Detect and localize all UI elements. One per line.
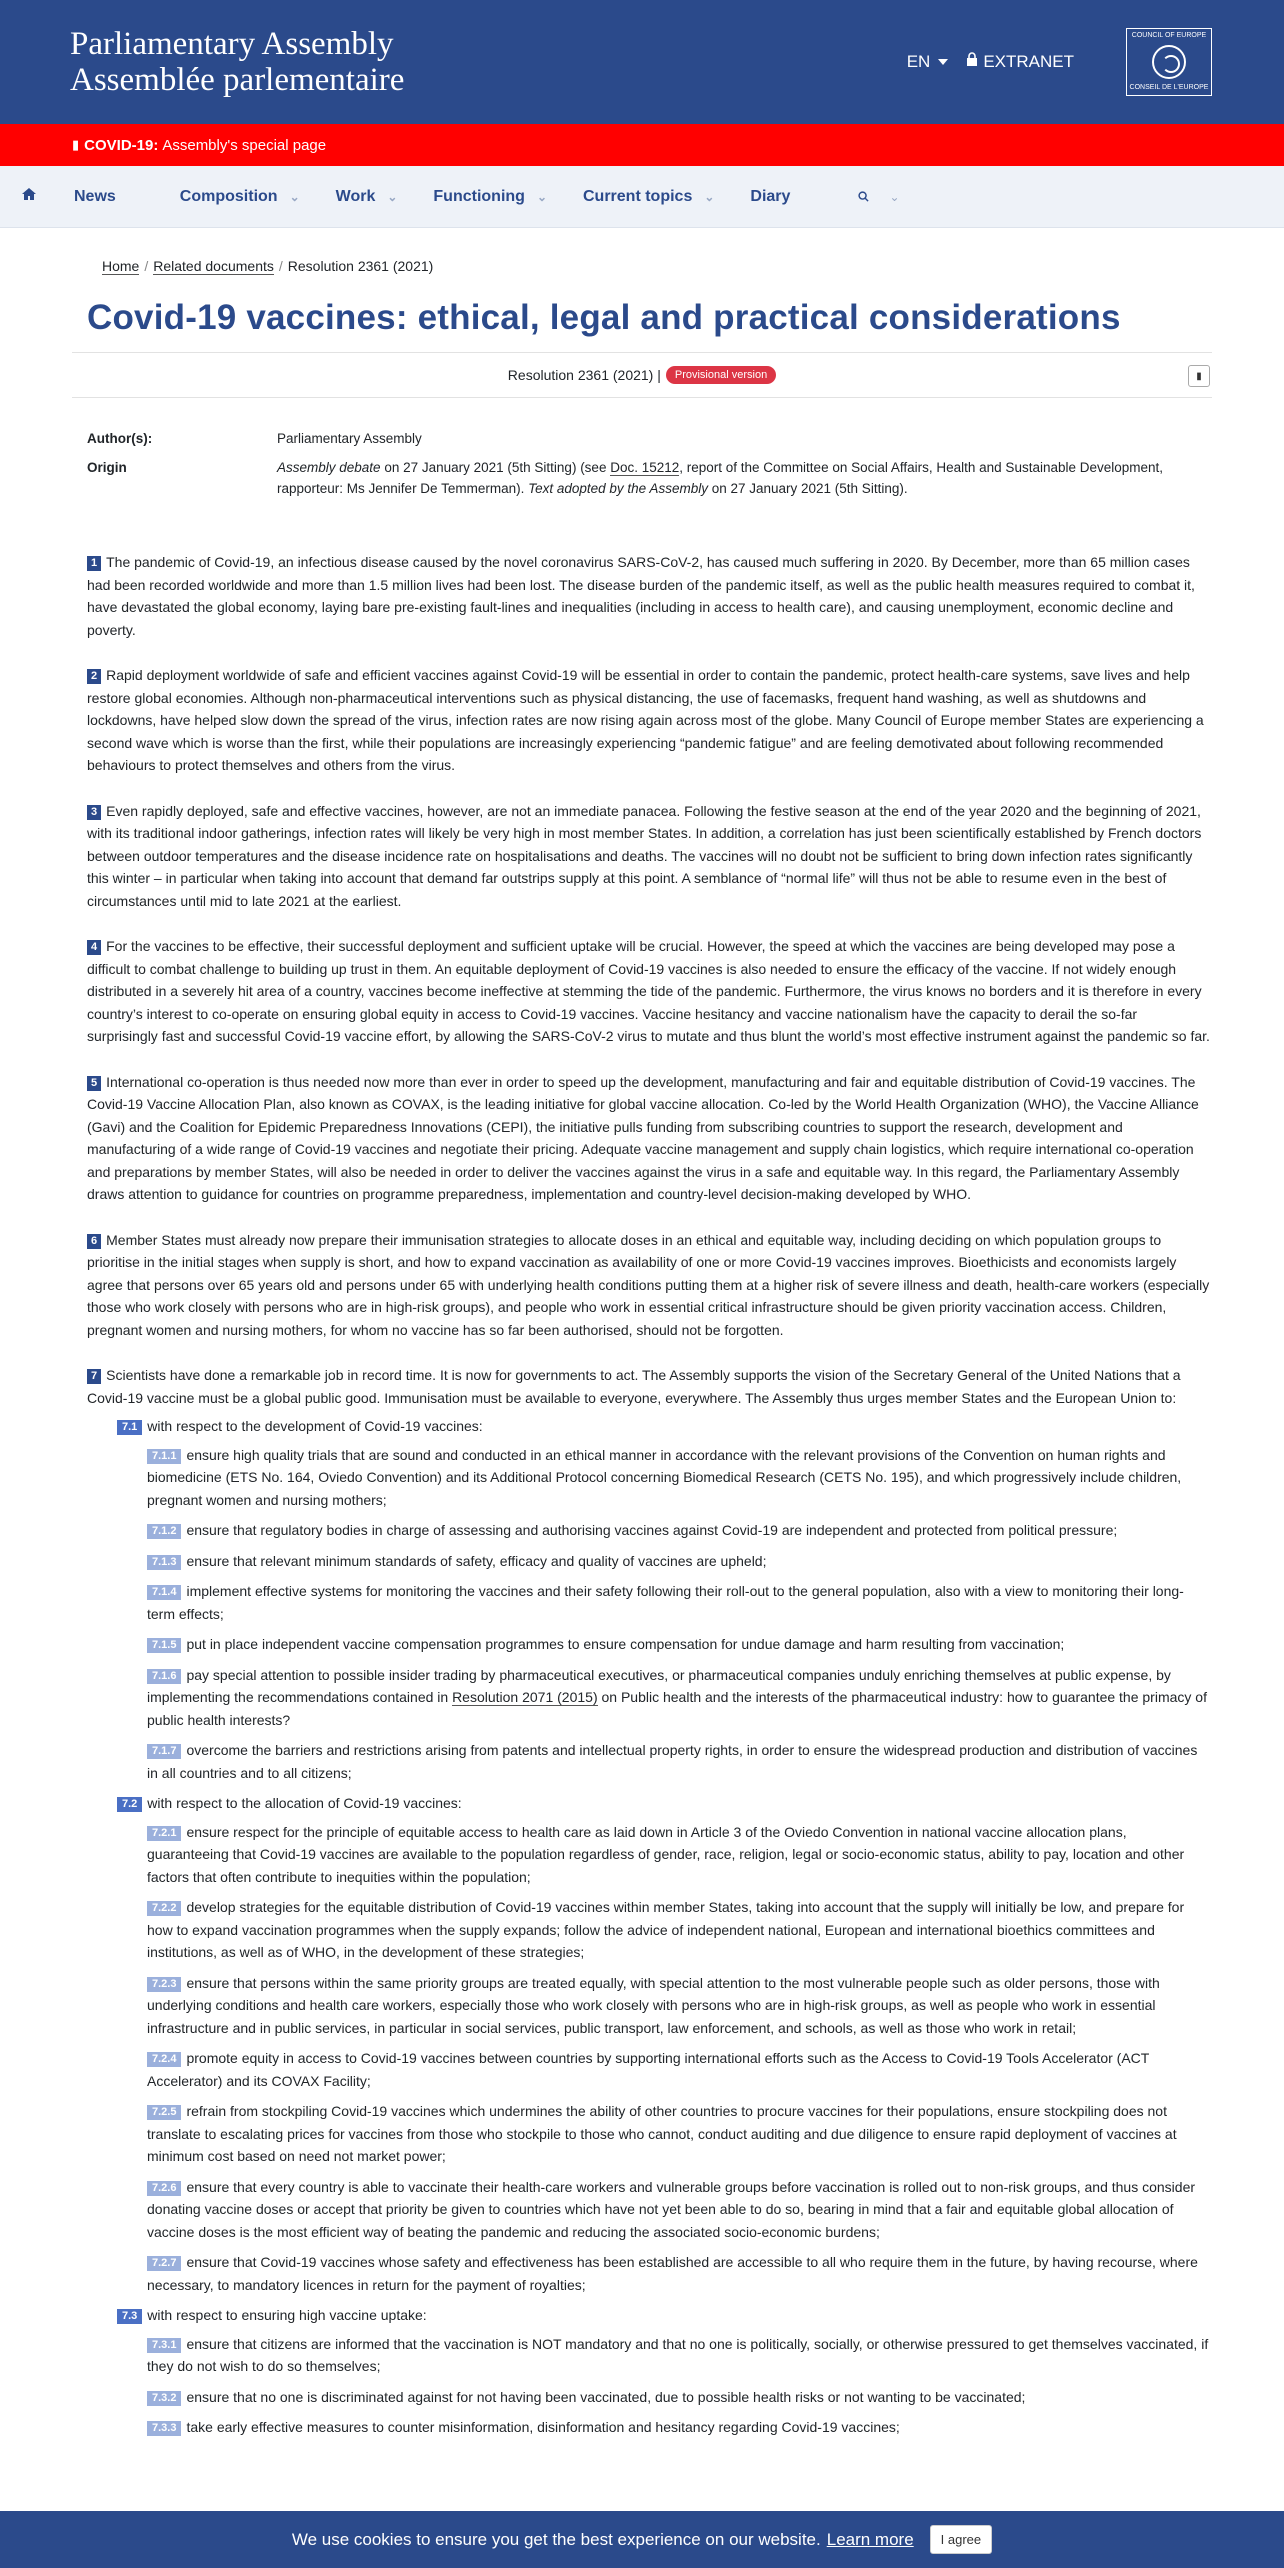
- breadcrumb: Home / Related documents / Resolution 2361 (2021): [102, 258, 434, 274]
- paragraph-text: Member States must already now prepare their immunisation strategies to allocate doses in an ethical and equitable way, including deciding on which population groups to prioritise in the initial stages when supply is short, and how to expand vaccination as availability of one or more Covid-19 vaccines improves. Bioethicists and economists largely agree that persons over 65 years old and persons under 65 with underlying health conditions putting them at a higher risk of severe illness and death, health-care workers (especially those who work closely with persons who are in high-risk groups), and people who work in essential critical infrastructure should be given priority vaccination access. Children, pregnant women and nursing mothers, for whom no vaccine has so far been authorised, should not be forgotten.: [87, 1231, 1210, 1338]
- paragraph-number: 6: [87, 1234, 101, 1249]
- covid-banner-link[interactable]: Assembly's special page: [162, 136, 327, 154]
- paragraph-text: The pandemic of Covid-19, an infectious disease caused by the novel coronavirus SARS-CoV-2, has caused much suffering in 2020. By December, more than 65 million cases had been recorded worldwide and more than 1.5 million lives had been lost. The disease burden of the pandemic itself, as well as the public health measures required to combat it, have devastated the global economy, laying bare pre-existing fault-lines and inequalities (including in access to health care), and causing unemployment, economic decline and poverty.: [87, 554, 1195, 638]
- origin-em: Assembly debate: [277, 460, 381, 475]
- paragraph-number: 2: [87, 669, 101, 684]
- cookie-text: We use cookies to ensure you get the best experience on our website.: [291, 2529, 821, 2549]
- chevron-down-icon[interactable]: ⌄: [889, 189, 900, 204]
- council-of-europe-logo[interactable]: [1126, 28, 1212, 96]
- learn-more-link[interactable]: Learn more: [826, 2529, 914, 2549]
- cookie-banner: [0, 2511, 1284, 2568]
- nav-item-work[interactable]: [336, 188, 398, 206]
- list-item: [147, 1972, 1210, 2040]
- origin-text: on 27 January 2021 (5th Sitting).: [707, 481, 908, 496]
- subparagraph-text: with respect to the development of Covid-19 vaccines:: [147, 1418, 483, 1434]
- nav-item-functioning[interactable]: [433, 188, 547, 206]
- nav-label: News: [74, 187, 116, 205]
- paragraph-number: 5: [87, 1076, 101, 1091]
- item-text: develop strategies for the equitable distribution of Covid-19 vaccines within member States, taking into account that the supply will initially be low, and prepare for how to expand vaccination programmes when the supply expands; follow the advice of independent national, European and international bioethics committees and institutions, as well as of WHO, in the development of these strategies;: [147, 1899, 1185, 1960]
- list-item: [147, 1664, 1210, 1732]
- breadcrumb-related[interactable]: Related documents: [153, 258, 274, 274]
- item-text: ensure respect for the principle of equitable access to health care as laid down in Article 3 of the Oviedo Convention in national vaccine allocation plans, guaranteeing that Covid-19 vaccines are available to the population regardless of gender, race, religion, legal or socio-economic status, ability to pay, location and other factors that often contribute to inequities within the population;: [147, 1823, 1185, 1885]
- item-text: implement effective systems for monitoring the vaccines and their safety following their roll-out to the general population, also with a view to monitoring their long-term effects;: [147, 1583, 1184, 1622]
- list-item: [147, 2100, 1210, 2168]
- list-item: [147, 2386, 1210, 2409]
- list-item: [147, 1519, 1210, 1542]
- chevron-down-icon: ⌄: [536, 189, 547, 204]
- main-nav: [0, 166, 1284, 228]
- paragraph: [87, 551, 1210, 641]
- item-text: ensure that citizens are informed that the vaccination is NOT mandatory and that no one is politically, socially, or otherwise pressured to get themselves vaccinated, if they do not wish to do so themselves;: [147, 2335, 1209, 2374]
- subparagraph: [117, 2304, 1210, 2327]
- logo-bottom-text: CONSEIL DE L'EUROPE: [1129, 84, 1209, 91]
- paragraph: [87, 1229, 1210, 1342]
- item-number: 7.2.2: [147, 1901, 181, 1916]
- nav-item-diary[interactable]: [750, 188, 790, 206]
- item-text: ensure that relevant minimum standards of safety, efficacy and quality of vaccines are upheld;: [186, 1552, 767, 1569]
- nav-item-composition[interactable]: [180, 188, 300, 206]
- item-text: promote equity in access to Covid-19 vaccines between countries by supporting international efforts such as the Access to Covid-19 Tools Accelerator (ACT Accelerator) and its COVAX Facility;: [147, 2050, 1150, 2089]
- item-number: 7.2.4: [147, 2052, 181, 2067]
- subparagraph-number: 7.2: [117, 1797, 142, 1812]
- item-number: 7.2.6: [147, 2181, 181, 2196]
- item-number: 7.1.3: [147, 1555, 181, 1570]
- paragraph-text: Rapid deployment worldwide of safe and efficient vaccines against Covid-19 will be essential in order to contain the pandemic, protect health-care systems, save lives and help restore global economies. Although non-pharmaceutical interventions such as physical distancing, the use of facemasks, frequent hand washing, as well as shutdowns and lockdowns, have helped slow down the spread of the virus, infection rates are now rising again across most of the globe. Many Council of Europe member States are experiencing a second wave which is worse than the first, while their populations are increasingly experiencing “pandemic fatigue” and are feeling demotivated about following recommended behaviours to protect themselves and others from the virus.: [87, 667, 1204, 773]
- item-text: ensure high quality trials that are sound and conducted in an ethical manner in accordance with the relevant provisions of the Convention on human rights and biomedicine (ETS No. 164, Oviedo Convention) and its Additional Protocol concerning Biomedical Research (CETS No. 195), and which progressively include children, pregnant women and nursing mothers;: [147, 1446, 1182, 1508]
- home-icon[interactable]: [0, 186, 58, 207]
- list-item: [147, 1550, 1210, 1573]
- paragraph: [87, 664, 1210, 777]
- paragraph: [87, 1071, 1210, 1206]
- item-text: ensure that Covid-19 vaccines whose safety and effectiveness has been established are accessible to all who require them in the future, by having recourse, where necessary, to mandatory licences in return for the payment of royalties;: [147, 2254, 1198, 2293]
- subparagraph-number: 7.1: [117, 1420, 142, 1435]
- item-number: 7.1.2: [147, 1524, 181, 1539]
- item-text: ensure that every country is able to vaccinate their health-care workers and vulnerable groups before vaccination is rolled out to non-risk groups, and thus consider donating vaccine doses or accept that priority be given to countries which have not yet been able to do so, bearing in mind that a fair and equitable global allocation of vaccine doses is the most efficient way of beating the pandemic and reducing the associated socio-economic burdens;: [147, 2178, 1196, 2240]
- list-item: [147, 1739, 1210, 1784]
- lock-icon: [966, 52, 978, 72]
- item-number: 7.2.1: [147, 1826, 181, 1841]
- extranet-label: EXTRANET: [983, 52, 1074, 71]
- author-value: Parliamentary Assembly: [277, 431, 422, 446]
- info-icon: ▮: [72, 137, 80, 152]
- resolution-text: [87, 551, 1212, 2439]
- list-item: [147, 2333, 1210, 2378]
- subparagraph: [117, 1415, 1210, 1438]
- list-item: [147, 1896, 1210, 1964]
- item-text: refrain from stockpiling Covid-19 vaccines which undermines the ability of other countries to procure vaccines for their populations, ensure stockpiling does not translate to escalating prices for vaccines from those who stockpile to those who cannot, conduct auditing and due diligence to ensure rapid deployment of vaccines at minimum cost based on need not market power;: [147, 2103, 1177, 2164]
- paragraph-number: 3: [87, 805, 101, 820]
- breadcrumb-current: Resolution 2361 (2021): [287, 258, 434, 274]
- item-text: on Public health and the interests of the pharmaceutical industry: how to guarantee the primacy of public health interests?: [147, 1689, 1207, 1728]
- nav-label: Work: [335, 187, 376, 205]
- item-text: overcome the barriers and restrictions arising from patents and intellectual property rights, in order to ensure the widespread production and distribution of vaccines in all countries and to all citizens;: [147, 1742, 1198, 1781]
- origin-text: on 27 January 2021 (5th Sitting) (see: [380, 460, 611, 475]
- chevron-down-icon: ⌄: [289, 189, 300, 204]
- breadcrumb-home[interactable]: Home: [102, 258, 140, 274]
- status-badge: Provisional version: [666, 366, 776, 384]
- item-text: ensure that no one is discriminated against for not having been vaccinated, due to possible health risks or not wanting to be vaccinated;: [186, 2388, 1026, 2405]
- item-text: ensure that persons within the same priority groups are treated equally, with special attention to the most vulnerable people such as older persons, those with underlying conditions and health care workers, especially those who work closely with persons who are in high-risk groups, as well as people who work in essential infrastructure and in public services, in particular in social services, public transport, law enforcement, and schools, as well as those who work in retail;: [147, 1974, 1160, 2036]
- nav-label: Functioning: [433, 187, 525, 205]
- origin-value: [277, 457, 1212, 499]
- item-number: 7.2.5: [147, 2105, 181, 2120]
- item-text: ensure that regulatory bodies in charge of assessing and authorising vaccines against Covid-19 are independent and protected from political pressure;: [186, 1522, 1118, 1538]
- item-number: 7.1.7: [147, 1744, 181, 1759]
- item-number: 7.1.1: [147, 1449, 181, 1464]
- brand-logo[interactable]: [70, 26, 404, 98]
- list-item: [147, 2176, 1210, 2244]
- paragraph-text: Scientists have done a remarkable job in record time. It is now for governments to act. The Assembly supports the vision of the Secretary General of the United Nations that a Covid-19 vaccine must be a global public good. Immunisation must be available to everyone, everywhere. The Assembly thus urges member States and the European Union to:: [87, 1367, 1181, 1406]
- document-meta: [87, 428, 1212, 499]
- language-selector[interactable]: [907, 52, 949, 72]
- brand-line-2: Assemblée parlementaire: [70, 62, 405, 98]
- covid-banner-bold: COVID-19:: [84, 136, 159, 154]
- covid-banner[interactable]: [0, 124, 1284, 166]
- agree-button[interactable]: I agree: [930, 2525, 992, 2554]
- paragraph-text: International co-operation is thus needed now more than ever in order to speed up the development, manufacturing and fair and equitable distribution of Covid-19 vaccines. The Covid-19 Vaccine Allocation Plan, also known as COVAX, is the leading initiative for global vaccine allocation. Co-led by the World Health Organization (WHO), the Vaccine Alliance (Gavi) and the Coalition for Epidemic Preparedness Innovations (CEPI), the initiative pulls funding from subscribing countries to support the research, development and manufacturing of a wide range of Covid-19 vaccines and negotiate their pricing. Adequate vaccine management and supply chain logistics, which require international co-operation and preparations by member States, will also be needed in order to deliver the vaccines against the virus in a safe and equitable way. In this regard, the Parliamentary Assembly draws attention to guidance for countries on programme preparedness, implementation and country-level decision-making developed by WHO.: [87, 1073, 1199, 1202]
- nav-label: Composition: [179, 187, 278, 205]
- item-number: 7.1.6: [147, 1669, 181, 1684]
- list-item: [147, 2047, 1210, 2092]
- site-header: [0, 0, 1284, 124]
- item-number: 7.1.5: [147, 1638, 181, 1653]
- list-item: [147, 1580, 1210, 1625]
- chevron-down-icon: ⌄: [387, 189, 398, 204]
- paragraph-number: 1: [87, 556, 101, 571]
- paragraph-number: 7: [87, 1369, 101, 1384]
- item-number: 7.3.3: [147, 2421, 181, 2436]
- author-label: Author(s):: [87, 431, 153, 446]
- coe-emblem-icon: [1152, 45, 1186, 79]
- item-text: put in place independent vaccine compensation programmes to ensure compensation for undue damage and harm resulting from vaccination;: [186, 1636, 1065, 1652]
- document-bar: [72, 352, 1212, 398]
- paragraph: [87, 935, 1210, 1048]
- paragraph: [87, 1364, 1210, 1409]
- item-number: 7.2.3: [147, 1977, 181, 1992]
- origin-em: Text adopted by the Assembly: [528, 481, 708, 496]
- logo-top-text: COUNCIL OF EUROPE: [1131, 32, 1207, 39]
- list-item: [147, 1444, 1210, 1512]
- item-text: take early effective measures to counter misinformation, disinformation and hesitancy regarding Covid-19 vaccines;: [186, 2419, 900, 2435]
- item-number: 7.3.2: [147, 2391, 181, 2406]
- subparagraph-number: 7.3: [117, 2309, 142, 2324]
- list-item: [147, 1633, 1210, 1656]
- paragraph-text: For the vaccines to be effective, their successful deployment and sufficient uptake will be crucial. However, the speed at which the vaccines are being developed may pose a difficult to combat challenge to building up trust in them. An equitable deployment of Covid-19 vaccines is also needed to ensure the efficacy of the vaccine. If not widely enough distributed in a severely hit area of a country, vaccines become ineffective at stemming the tide of the pandemic. Furthermore, the virus knows no borders and it is therefore in every country’s interest to co-operate on ensuring global equity in access to Covid-19 vaccines. Vaccine hesitancy and vaccine nationalism have the capacity to derail the so-far surprisingly fast and successful Covid-19 vaccine effort, by allowing the SARS-CoV-2 virus to mutate and thus blunt the world’s most effective instrument against the pandemic so far.: [87, 938, 1210, 1044]
- nav-item-current-topics[interactable]: [583, 188, 714, 206]
- subparagraph-text: with respect to ensuring high vaccine uptake:: [147, 2307, 427, 2323]
- paragraph: [87, 800, 1210, 913]
- chevron-down-icon: ⌄: [704, 189, 715, 204]
- doc-link[interactable]: Doc. 15212: [610, 460, 680, 475]
- main-content: [0, 258, 1284, 2439]
- document-reference: Resolution 2361 (2021) |: [507, 367, 661, 383]
- item-text: pay special attention to possible insider trading by pharmaceutical executives, or pharmaceutical companies unduly enriching themselves at public expense, by implementing the recommendations contained in: [147, 1666, 1171, 1705]
- list-item: [147, 1821, 1210, 1889]
- paragraph-text: Even rapidly deployed, safe and effective vaccines, however, are not an immediate panacea. Following the festive season at the end of the year 2020 and the beginning of 2021, with its traditional indoor gatherings, infection rates will likely be very high in most member States. In addition, a correlation has just been scientifically established by French doctors between outdoor temperatures and the disease incidence rate on hospitalisations and deaths. The vaccines will no doubt not be sufficient to bring down infection rates significantly this winter – in particular when taking into account that demand far outstrips supply at this point. A semblance of “normal life” will thus not be able to resume even in the best of circumstances until mid to late 2021 at the earliest.: [87, 802, 1202, 909]
- item-number: 7.1.4: [147, 1585, 181, 1600]
- language-label: EN: [906, 52, 931, 71]
- caret-down-icon: [938, 59, 948, 65]
- brand-line-1: Parliamentary Assembly: [70, 26, 394, 62]
- search-icon[interactable]: [858, 189, 869, 205]
- subparagraph-text: with respect to the allocation of Covid-19 vaccines:: [147, 1795, 462, 1811]
- resolution-link[interactable]: Resolution 2071 (2015): [452, 1689, 598, 1705]
- list-item: [147, 2251, 1210, 2296]
- list-item: [147, 2416, 1210, 2439]
- paragraph-number: 4: [87, 940, 101, 955]
- nav-item-news[interactable]: [74, 188, 116, 206]
- extranet-link[interactable]: [966, 52, 1074, 72]
- print-icon[interactable]: ▮: [1188, 365, 1210, 387]
- origin-label: Origin: [87, 460, 127, 475]
- item-number: 7.2.7: [147, 2256, 181, 2271]
- item-number: 7.3.1: [147, 2338, 181, 2353]
- page-title: Covid-19 vaccines: ethical, legal and practical considerations: [87, 298, 1121, 337]
- origin-text: , report of the Committee on Social Affairs, Health and Sustainable Development, rapporteur: Ms Jennifer De Temmerman).: [277, 460, 1164, 496]
- subparagraph: [117, 1792, 1210, 1815]
- nav-label: Diary: [750, 187, 791, 205]
- nav-label: Current topics: [583, 187, 693, 205]
